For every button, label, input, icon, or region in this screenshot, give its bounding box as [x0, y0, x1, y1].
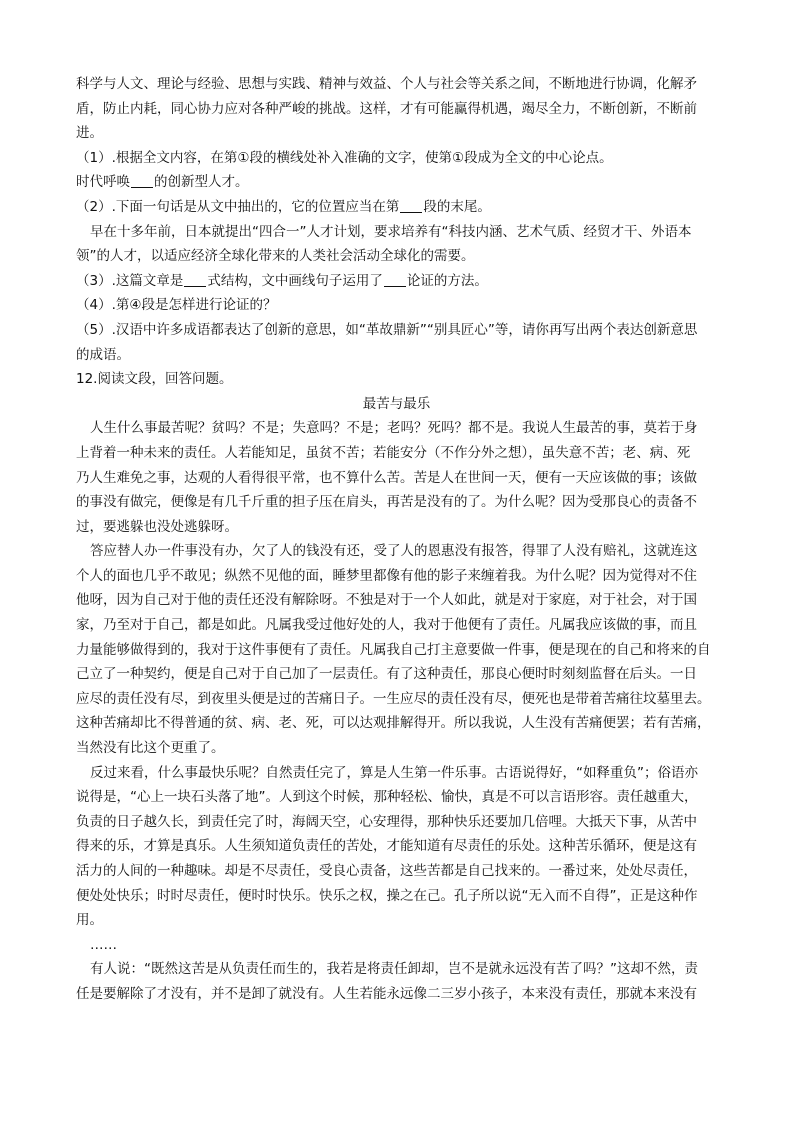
text-line: 科学与人文、理论与经验、思想与实践、精神与效益、个人与社会等关系之间，不断地进行协调，化解矛	[76, 76, 697, 92]
text-line: 力量能够做得到的，我对于这件事便有了责任。凡属我自己打主意要做一件事，便是现在的自己和将来的自	[76, 641, 711, 658]
question-2-post: 段的末尾。	[423, 198, 491, 215]
text-line: 个人的面也几乎不敢见；纵然不见他的面，睡梦里都像有他的影子来缠着我。为什么呢？因为觉得对不住	[76, 567, 697, 584]
text-line: 己立了一种契约，便是自己对于自己加了一层责任。有了这种责任，那良心便时时刻刻监督在后头。一日	[76, 666, 697, 683]
question-3-mid: 式结构，文中画线句子运用了	[207, 272, 383, 289]
question-1-sentence-pre: 时代呼唤	[76, 174, 130, 191]
text-line: 的事没有做完，便像是有几千斤重的担子压在肩头，再苦是没有的了。为什么呢？因为受那良心的责备不	[76, 494, 697, 511]
article-paragraph-3	[76, 761, 717, 933]
text-line: 过，要逃躲也没处逃躲呀。	[76, 518, 238, 535]
question-3-pre: （3）.这篇文章是	[76, 272, 184, 289]
text-line: 便处处快乐；时时尽责任，便时时快乐。快乐之权，操之在己。孔子所以说“无入而不自得”，正是这种作	[76, 887, 698, 904]
text-line: 活力的人间的一种趣味。却是不尽责任，受良心责备，这些苦都是自己找来的。一番过来，处处尽责任，	[76, 863, 697, 879]
text-line: 负责的日子越久长，到责任完了时，海阔天空，心安理得，那种快乐还要加几倍哩。大抵天下事，从苦中	[76, 813, 697, 830]
text-line: 的成语。	[76, 346, 130, 363]
intro-paragraph	[76, 72, 717, 146]
text-line: 任是要解除了才没有，并不是卸了就没有。人生若能永远像二三岁小孩子，本来没有责任，那就本来没有	[76, 985, 697, 1002]
article-ellipsis	[76, 933, 717, 958]
text-line: 有人说：“既然这苦是从负责任而生的，我若是将责任卸却，岂不是就永远没有苦了吗？”这却不然，责	[90, 961, 698, 978]
document-page	[76, 72, 717, 1007]
article-paragraph-4	[76, 957, 717, 1006]
question-2	[76, 195, 717, 220]
article-title: 最苦与最乐	[362, 395, 431, 412]
question-5	[76, 318, 717, 367]
question-1-sentence-post: 的创新型人才。	[154, 174, 249, 191]
text-line: 说得是，“心上一块石头落了地”。人到这个时候，那种轻松、愉快，真是不可以言语形容。责任越重大，	[76, 789, 698, 806]
text-line: 用。	[76, 912, 103, 929]
text-line: 人生什么事最苦呢？贫吗？不是；失意吗？不是；老吗？死吗？都不是。我说人生最苦的事，莫若于身	[90, 420, 698, 437]
answer-blank[interactable]	[131, 173, 153, 188]
answer-blank[interactable]	[400, 198, 422, 213]
answer-blank[interactable]	[184, 272, 206, 287]
text-line: 反过来看，什么事最快乐呢？自然责任完了，算是人生第一件乐事。古语说得好，“如释重负”；俗语亦	[90, 764, 698, 781]
text-line: ……	[90, 936, 117, 953]
text-line: 领”的人才，以适应经济全球化带来的人类社会活动全球化的需要。	[76, 248, 475, 265]
text-line: 当然没有比这个更重了。	[76, 740, 225, 757]
article-paragraph-2	[76, 539, 717, 760]
text-line: 乃人生难免之事，达观的人看得很平常，也不算什么苦。苦是人在世间一天，便有一天应该做的事；该做	[76, 469, 697, 486]
text-line: 答应替人办一件事没有办，欠了人的钱没有还，受了人的恩惠没有报答，得罪了人没有赔礼，这就连这	[90, 543, 698, 560]
question-1: （1）.根据全文内容，在第①段的横线处补入准确的文字，使第①段成为全文的中心论点。	[76, 149, 613, 166]
text-line: 盾，防止内耗，同心协力应对各种严峻的挑战。这样，才有可能赢得机遇，竭尽全力，不断创新，不断前	[76, 100, 697, 117]
question-4: （4）.第④段是怎样进行论证的？	[76, 297, 277, 314]
text-line: 家，乃至对于自己，都是如此。凡属我受过他好处的人，我对于他便有了责任。凡属我应该做的事，而且	[76, 617, 697, 634]
question-3-post: 论证的方法。	[406, 272, 488, 289]
question-12: 12.阅读文段，回答问题。	[76, 371, 233, 388]
question-2-pre: （2）.下面一句话是从文中抽出的，它的位置应当在第	[76, 198, 400, 215]
text-line: （5）.汉语中许多成语都表达了创新的意思，如“革故鼎新”“别具匠心”等，请你再写出两个表达创新意思	[76, 321, 698, 338]
text-line: 得来的乐，才算是真乐。人生须知道负责任的苦处，才能知道有尽责任的乐处。这种苦乐循环，便是这有	[76, 838, 697, 855]
text-line: 他呀，因为自己对于他的责任还没有解除呀。不独是对于一个人如此，就是对于家庭，对于社会，对于国	[76, 592, 697, 609]
question-1-sentence	[76, 170, 717, 195]
text-line: 进。	[76, 125, 103, 142]
question-2-quote	[76, 220, 717, 269]
text-line: 这种苦痛却比不得普通的贫、病、老、死，可以达观排解得开。所以我说，人生没有苦痛便罢；若有苦痛，	[76, 715, 711, 732]
answer-blank[interactable]	[384, 272, 406, 287]
article-paragraph-1	[76, 416, 717, 539]
text-line: 应尽的责任没有尽，到夜里头便是过的苦痛日子。一生应尽的责任没有尽，便死也是带着苦痛往坟墓里去。	[76, 690, 711, 707]
question-3	[76, 269, 717, 294]
text-line: 早在十多年前，日本就提出“四合一”人才计划，要求培养有“科技内涵、艺术气质、经贸才干、外语本	[90, 223, 692, 240]
text-line: 上背着一种未来的责任。人若能知足，虽贫不苦；若能安分（不作分外之想），虽失意不苦；老、病、死	[76, 444, 691, 461]
